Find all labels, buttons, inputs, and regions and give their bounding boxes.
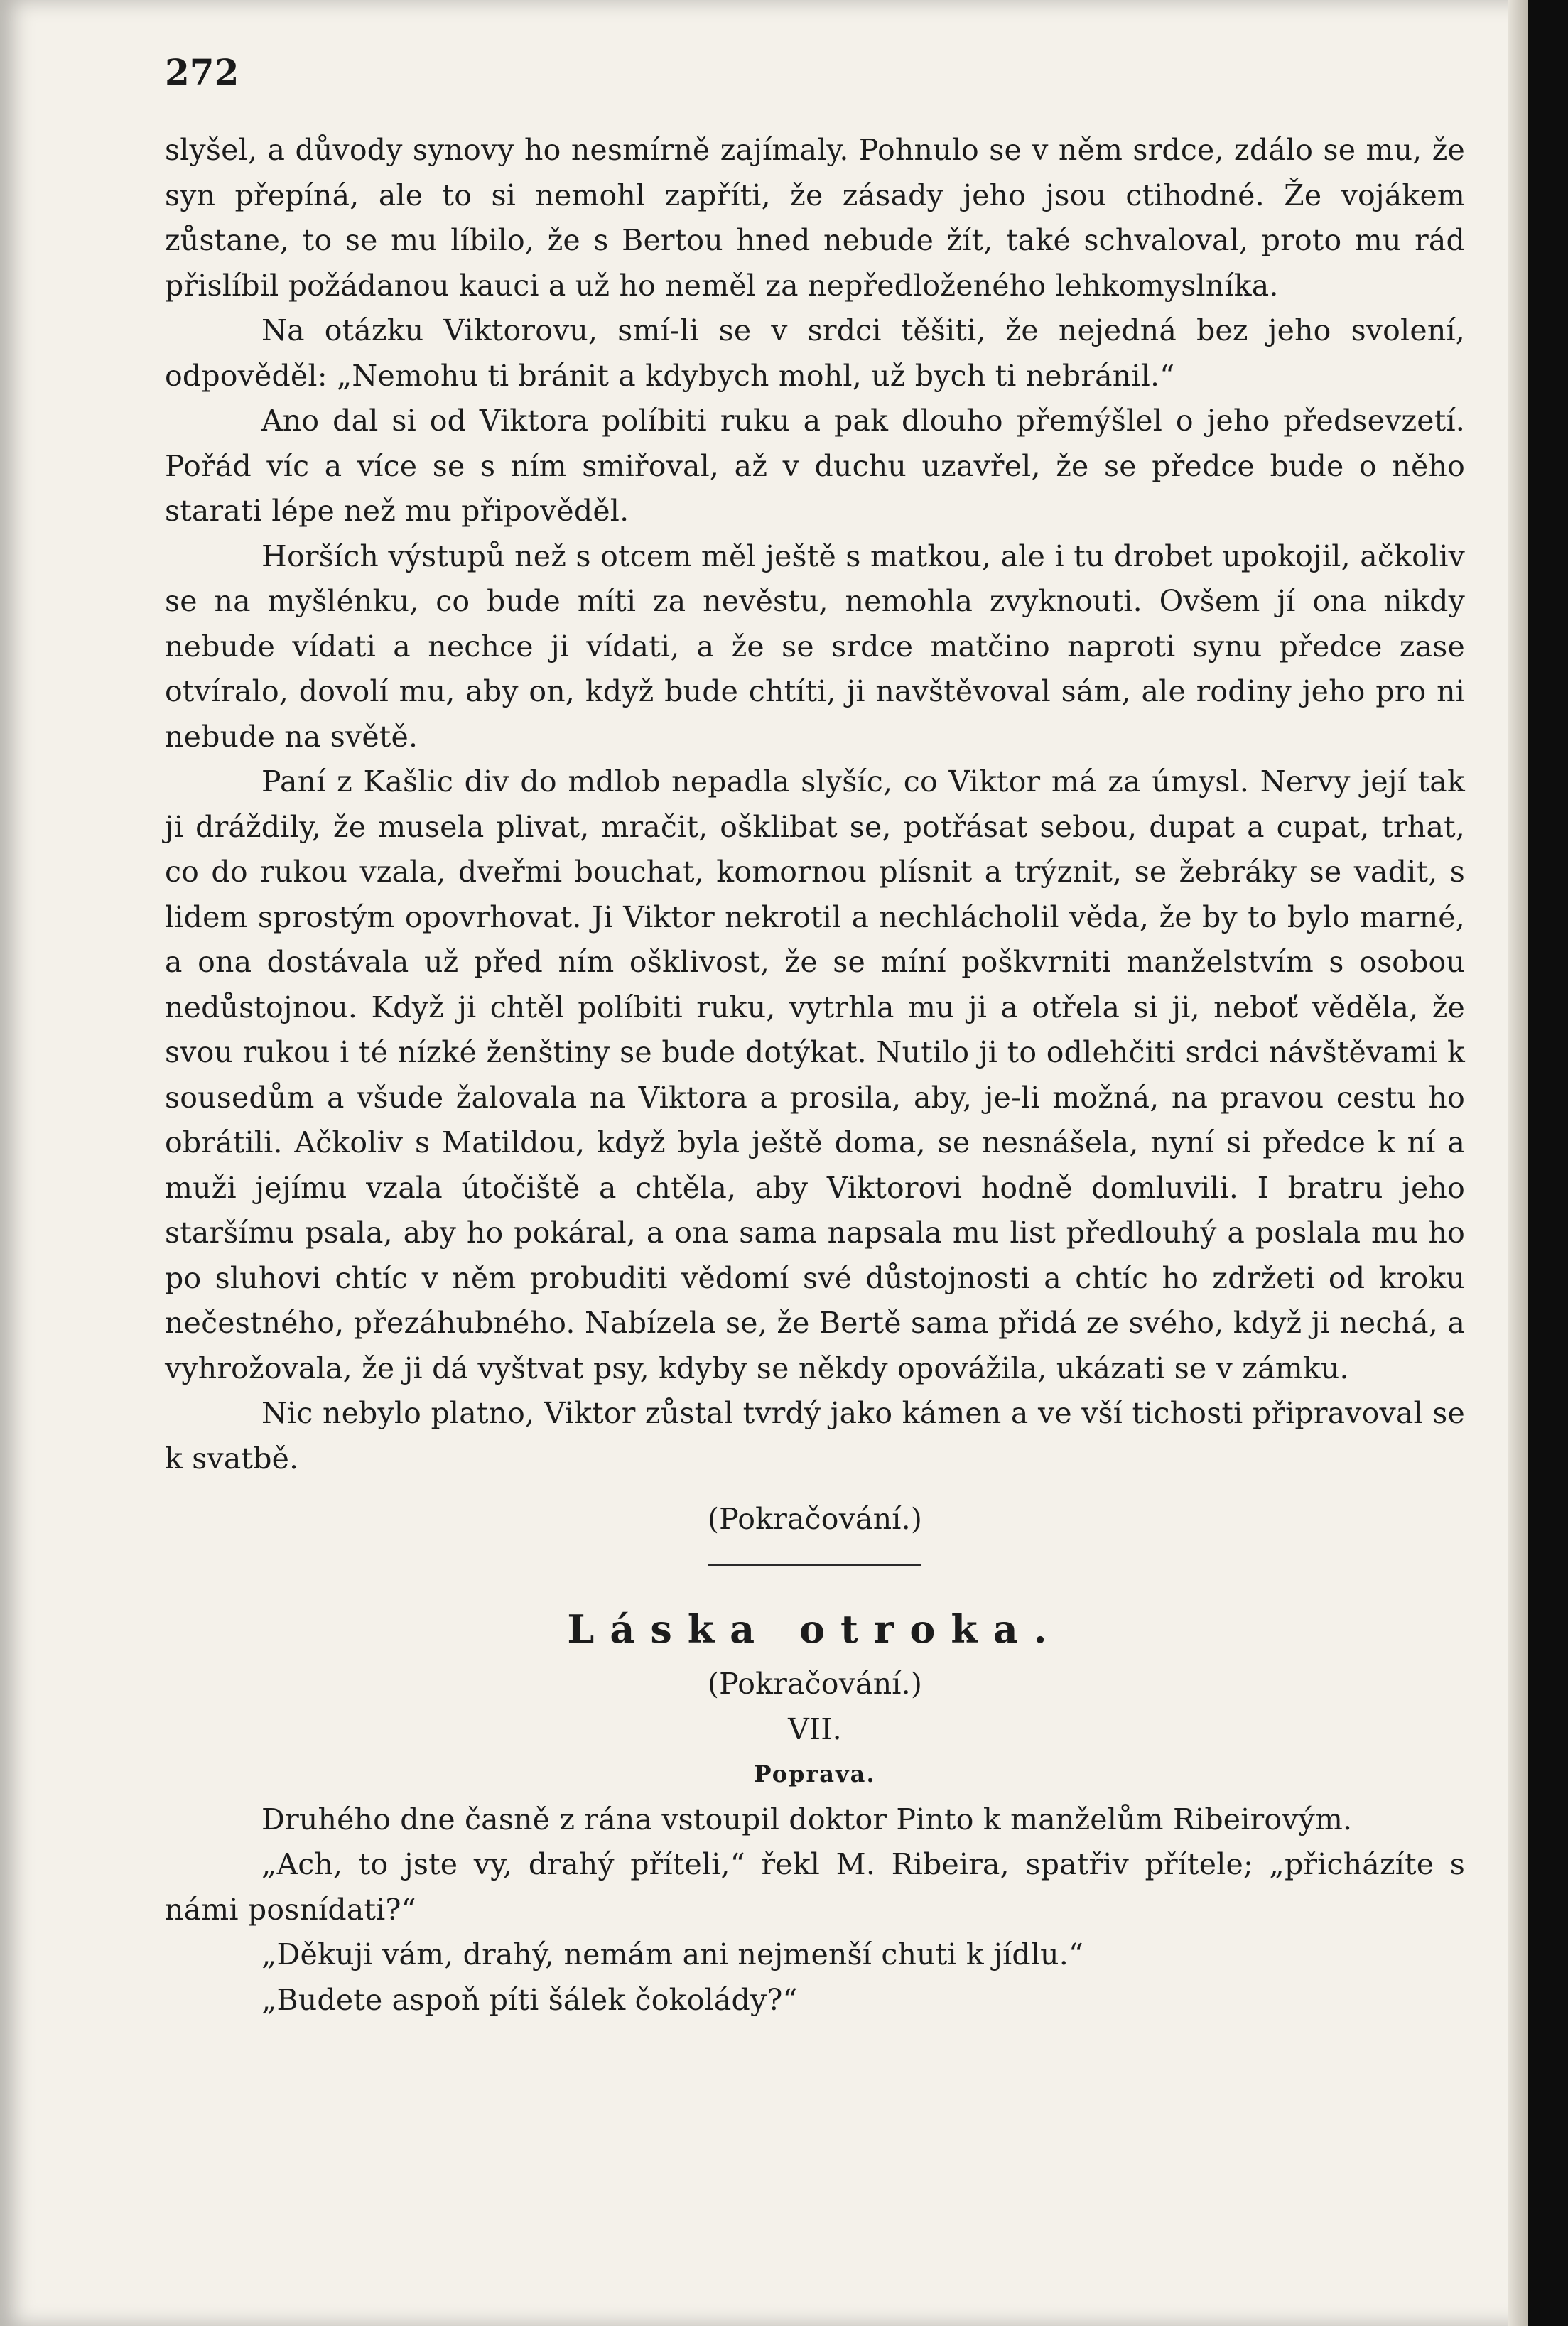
page-number: 272 (165, 51, 239, 93)
paragraph: „Ach, to jste vy, drahý příteli,“ řekl M. Ribeira, spatřiv přítele; „přicházíte s námi posnídati?“ (165, 1847, 1465, 1927)
paragraph: „Budete aspoň píti šálek čokolády?“ (261, 1982, 798, 2017)
paragraph: Paní z Kašlic div do mdlob nepadla slyšíc, co Viktor má za úmysl. Nervy její tak ji dráždily, že musela plivat, mračit, ošklibat se, potřásat sebou, dupat a cupat, trhat, co do rukou vzala, dveřmi bouchat, komornou plísnit a trýznit, se žebráky se vadit, s lidem sprostým opovrhovat. Ji Viktor nekrotil a nechlácholil věda, že by to bylo marné, a ona dostávala už před ním ošklivost, že se míní poškvrniti manželstvím s osobou nedůstojnou. Když ji chtěl políbiti ruku, vytrhla mu ji a otřela si ji, neboť věděla, že svou rukou i té nízké ženštiny se bude dotýkat. Nutilo ji to odlehčiti srdci návštěvami k sousedům a všude žalovala na Viktora a prosila, aby, je-li možná, na pravou cestu ho obrátili. Ačkoliv s Matildou, když byla ještě doma, se nesnášela, nyní si předce k ní a muži jejímu vzala útočiště a chtěla, aby Viktorovi hodně domluvili. I bratru jeho staršímu psala, aby ho pokáral, a ona sama napsala mu list předlouhý a poslala mu ho po sluhovi chtíc v něm probuditi vědomí své důstojnosti a chtíc ho zdržeti od kroku nečestného, přezáhubného. Nabízela se, že Bertě sama přidá ze svého, když ji nechá, a vyhrožovala, že ji dá vyštvat psy, kdyby se někdy opovážila, ukázati se v zámku. (165, 764, 1465, 1385)
paragraph: „Děkuji vám, drahý, nemám ani nejmenší chuti k jídlu.“ (261, 1937, 1084, 1971)
story-title: Láska otroka. (567, 1606, 1063, 1652)
section-divider (708, 1564, 921, 1566)
paragraph: Na otázku Viktorovu, smí-li se v srdci těšiti, že nejedná bez jeho svolení, odpověděl: „Nemohu ti bránit a kdybych mohl, už bych ti nebránil.“ (165, 313, 1465, 393)
story-continued-note: (Pokračování.) (707, 1667, 923, 1701)
paragraph: Horších výstupů než s otcem měl ještě s matkou, ale i tu drobet upokojil, ačkoliv se na myšlénku, co bude míti za nevěstu, nemohla zvyknouti. Ovšem jí ona nikdy nebude vídati a nechce ji vídati, a že se srdce matčino naproti synu předce zase otvíralo, dovolí mu, aby on, když bude chtíti, ji navštěvoval sám, ale rodiny jeho pro ni nebude na světě. (165, 539, 1465, 754)
chapter-title: Poprava. (754, 1760, 876, 1787)
continued-note: (Pokračování.) (707, 1502, 923, 1536)
paragraph: Ano dal si od Viktora políbiti ruku a pak dlouho přemýšlel o jeho předsevzetí. Pořád víc a více se s ním smiřoval, až v duchu uzavřel, že se předce bude o něho starati lépe než mu připověděl. (165, 404, 1465, 528)
page-edge (1508, 0, 1528, 2326)
paragraph: Nic nebylo platno, Viktor zůstal tvrdý jako kámen a ve vší tichosti připravoval se k svatbě. (165, 1396, 1465, 1476)
page-body (165, 128, 1465, 2023)
paragraph: Druhého dne časně z rána vstoupil doktor Pinto k manželům Ribeirovým. (261, 1802, 1353, 1837)
paragraph: slyšel, a důvody synovy ho nesmírně zajímaly. Pohnulo se v něm srdce, zdálo se mu, že syn přepíná, ale to si nemohl zapříti, že zásady jeho jsou ctihodné. Že vojákem zůstane, to se mu líbilo, že s Bertou hned nebude žít, také schvaloval, proto mu rád přislíbil požádanou kauci a už ho neměl za nepředloženého lehkomyslníka. (165, 133, 1465, 303)
chapter-number: VII. (788, 1711, 842, 1746)
